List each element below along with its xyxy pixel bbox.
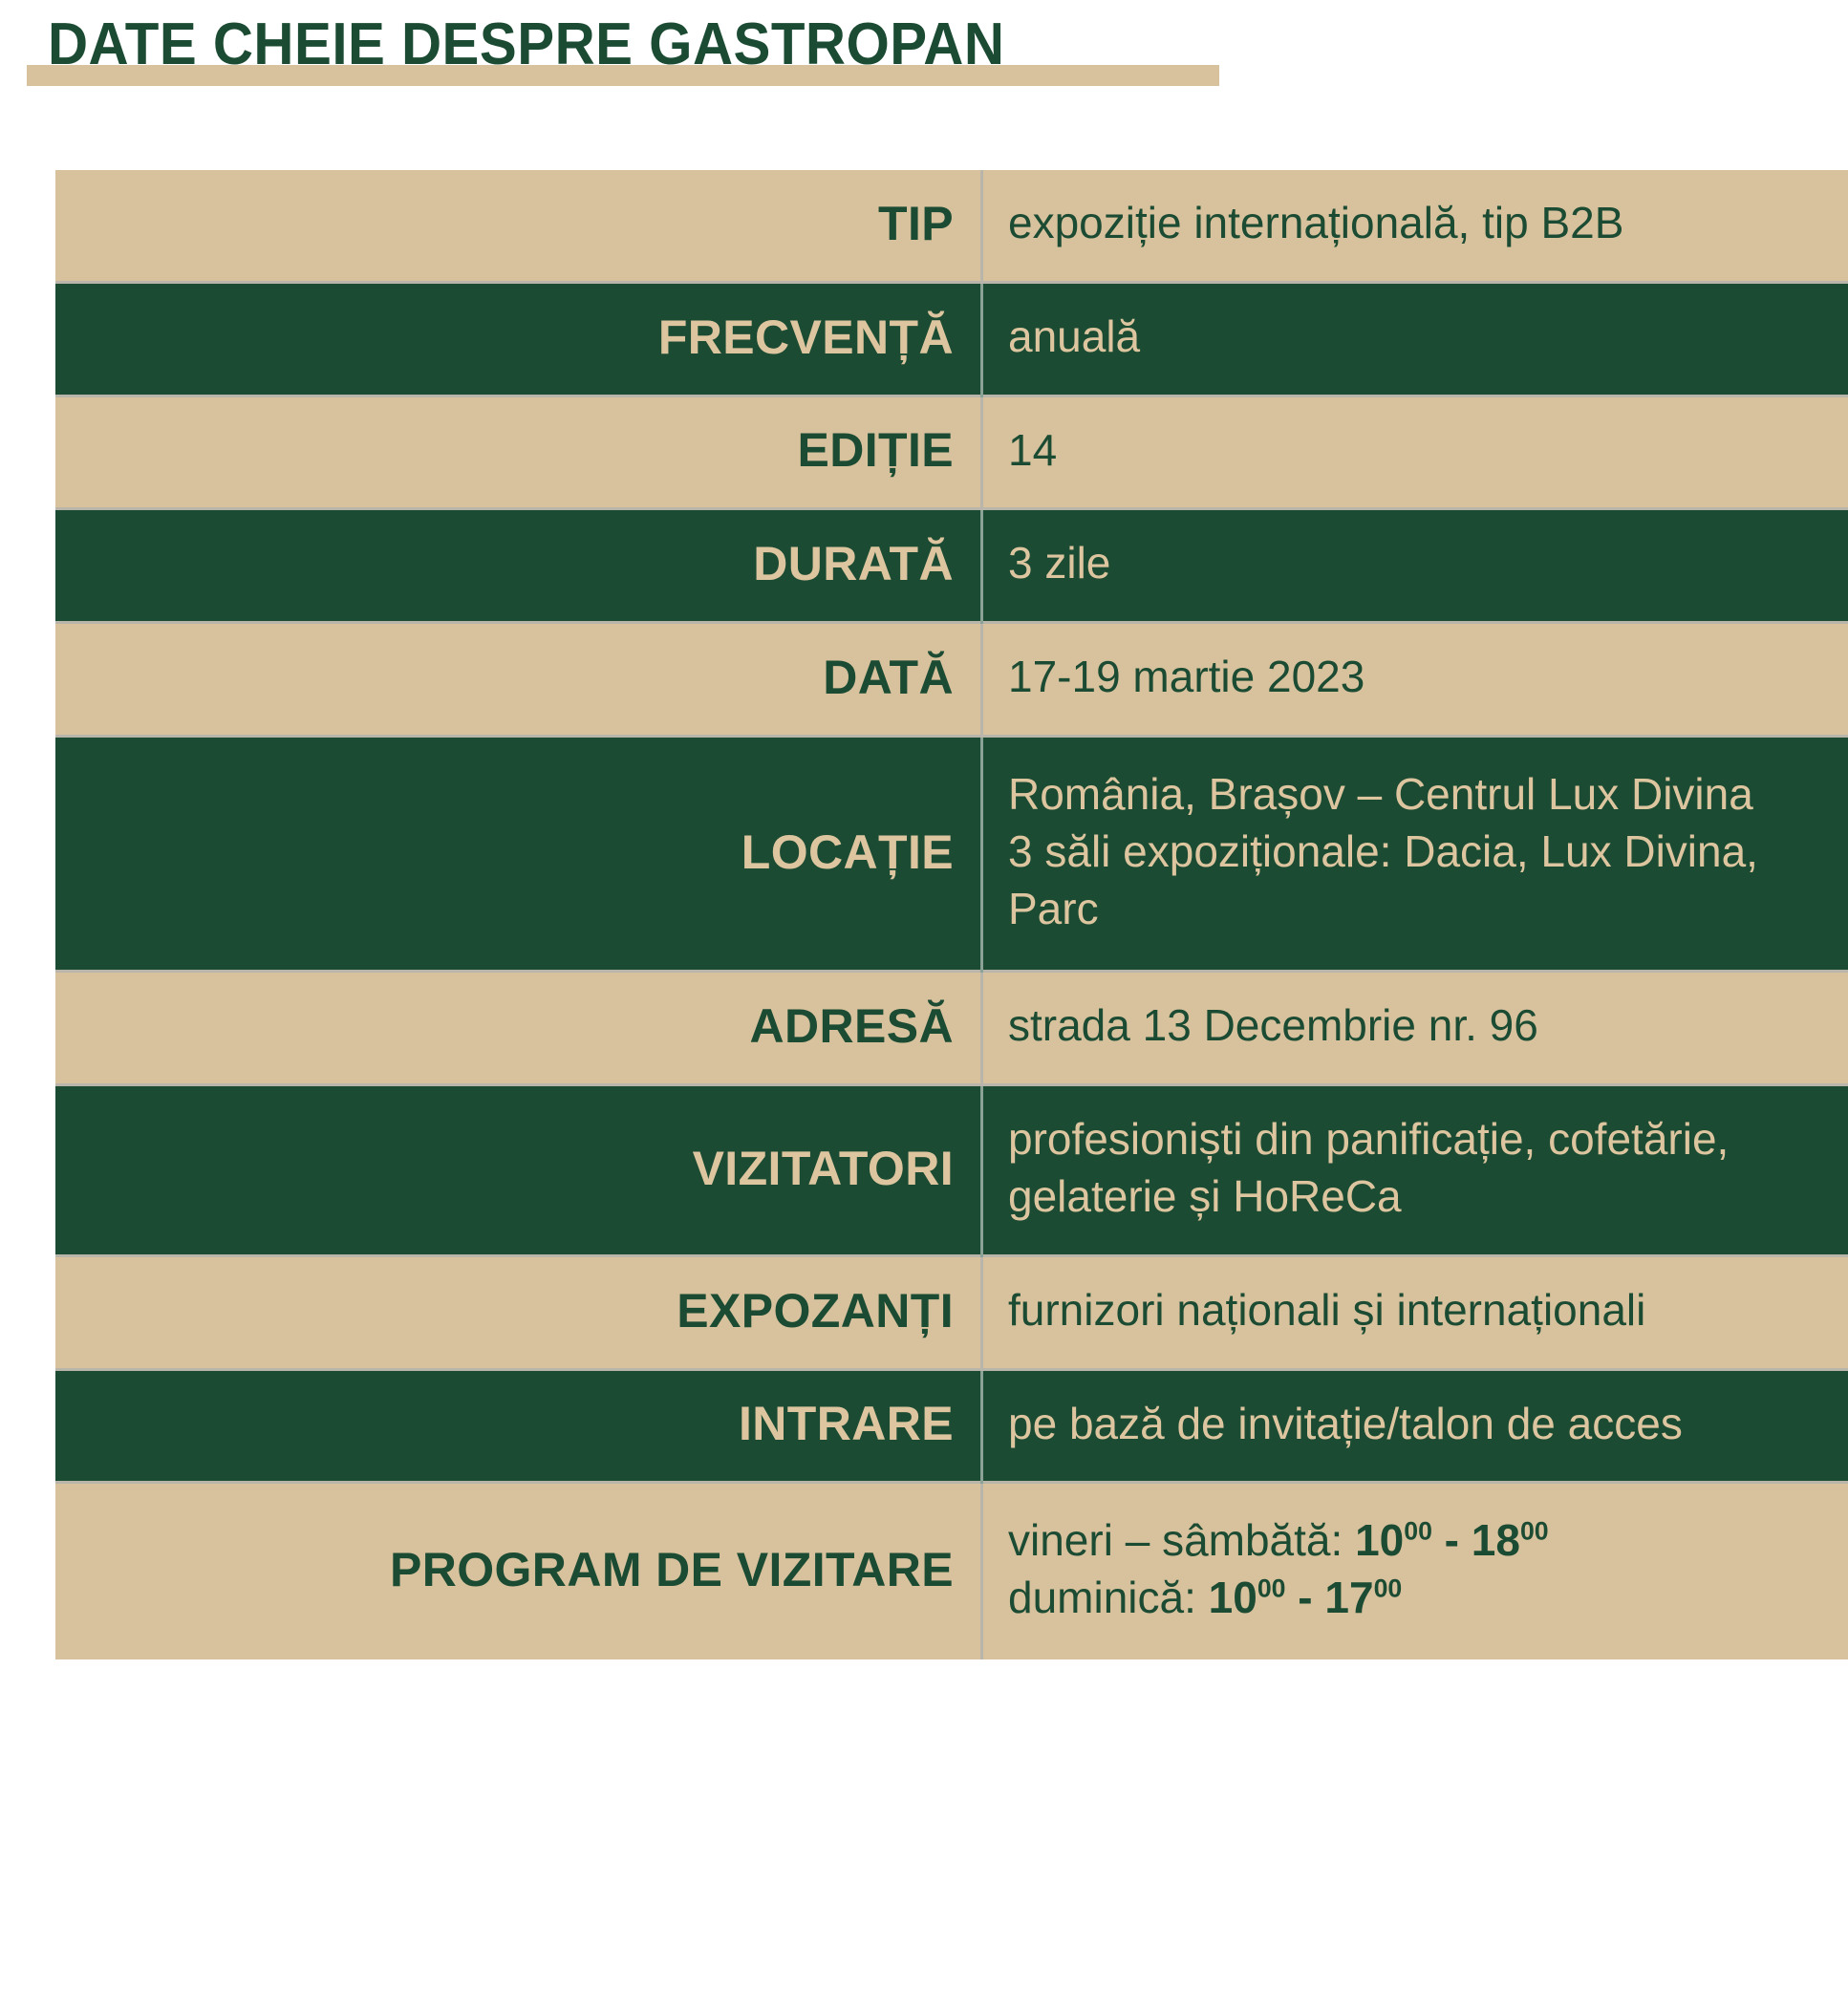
schedule-close-minutes: 00: [1519, 1517, 1549, 1547]
row-value: [982, 736, 1848, 971]
schedule-open-hour: 10: [1208, 1573, 1257, 1623]
row-label: EXPOZANȚI: [55, 1255, 982, 1369]
row-label: PROGRAM DE VIZITARE: [55, 1483, 982, 1659]
value-line: profesioniști din panificație, cofetărie, gelaterie și HoReCa: [1008, 1114, 1730, 1221]
schedule-close-time: [1472, 1515, 1549, 1565]
row-label: DURATĂ: [55, 509, 982, 623]
row-label: TIP: [55, 170, 982, 282]
schedule-open-minutes: 00: [1257, 1574, 1286, 1603]
row-label: INTRARE: [55, 1369, 982, 1483]
schedule-close-time: [1324, 1573, 1402, 1622]
value-line: pe bază de invitație/talon de acces: [1008, 1398, 1683, 1448]
table-row: [55, 170, 1848, 282]
value-line: 14: [1008, 424, 1058, 475]
table-row: [55, 1085, 1848, 1256]
row-label: FRECVENȚĂ: [55, 282, 982, 396]
schedule-close-hour: 17: [1324, 1573, 1374, 1623]
row-value: [982, 396, 1848, 509]
table-row: [55, 509, 1848, 623]
row-label: LOCAȚIE: [55, 736, 982, 971]
row-value: [982, 170, 1848, 282]
value-line: expoziție internațională, tip B2B: [1008, 198, 1624, 247]
table-row: [55, 623, 1848, 737]
row-value: [982, 1085, 1848, 1256]
table-row: [55, 1369, 1848, 1483]
value-line: 3 săli expoziționale: Dacia, Lux Divina, Parc: [1008, 825, 1758, 933]
row-value: [982, 623, 1848, 737]
schedule-days: duminică:: [1008, 1573, 1209, 1623]
table-row: [55, 396, 1848, 509]
row-label: EDIȚIE: [55, 396, 982, 509]
page-title: DATE CHEIE DESPRE GASTROPAN: [48, 11, 1005, 77]
value-line: 3 zile: [1008, 538, 1111, 589]
value-line: furnizori naționali și internaționali: [1008, 1284, 1646, 1335]
key-facts-table: [55, 170, 1848, 1659]
row-label: VIZITATORI: [55, 1085, 982, 1256]
row-value: [982, 509, 1848, 623]
key-facts-table-body: [55, 170, 1848, 1659]
row-value: [982, 1255, 1848, 1369]
schedule-line: [1008, 1512, 1832, 1570]
table-row: [55, 1255, 1848, 1369]
row-label: DATĂ: [55, 623, 982, 737]
schedule-open-hour: 10: [1355, 1515, 1405, 1566]
schedule-line: [1008, 1570, 1832, 1627]
row-label: ADRESĂ: [55, 972, 982, 1085]
table-row: [55, 972, 1848, 1085]
schedule-close-hour: 18: [1471, 1515, 1520, 1566]
table-row: [55, 1483, 1848, 1659]
schedule-open-time: [1209, 1573, 1286, 1622]
table-row: [55, 736, 1848, 971]
value-line: anuală: [1008, 310, 1141, 361]
row-value: [982, 1483, 1848, 1659]
schedule-separator: -: [1285, 1573, 1325, 1623]
value-line: strada 13 Decembrie nr. 96: [1008, 1000, 1538, 1051]
schedule-close-minutes: 00: [1373, 1574, 1403, 1603]
schedule-separator: -: [1431, 1515, 1472, 1566]
schedule-days: vineri – sâmbătă:: [1008, 1515, 1356, 1566]
table-row: [55, 282, 1848, 396]
row-value: [982, 972, 1848, 1085]
schedule-open-time: [1355, 1515, 1432, 1565]
page-header: [0, 0, 1848, 115]
row-value: [982, 282, 1848, 396]
value-line: 17-19 martie 2023: [1008, 652, 1365, 702]
value-line: România, Brașov – Centrul Lux Divina: [1008, 768, 1753, 819]
schedule-open-minutes: 00: [1404, 1517, 1432, 1547]
row-value: [982, 1369, 1848, 1483]
